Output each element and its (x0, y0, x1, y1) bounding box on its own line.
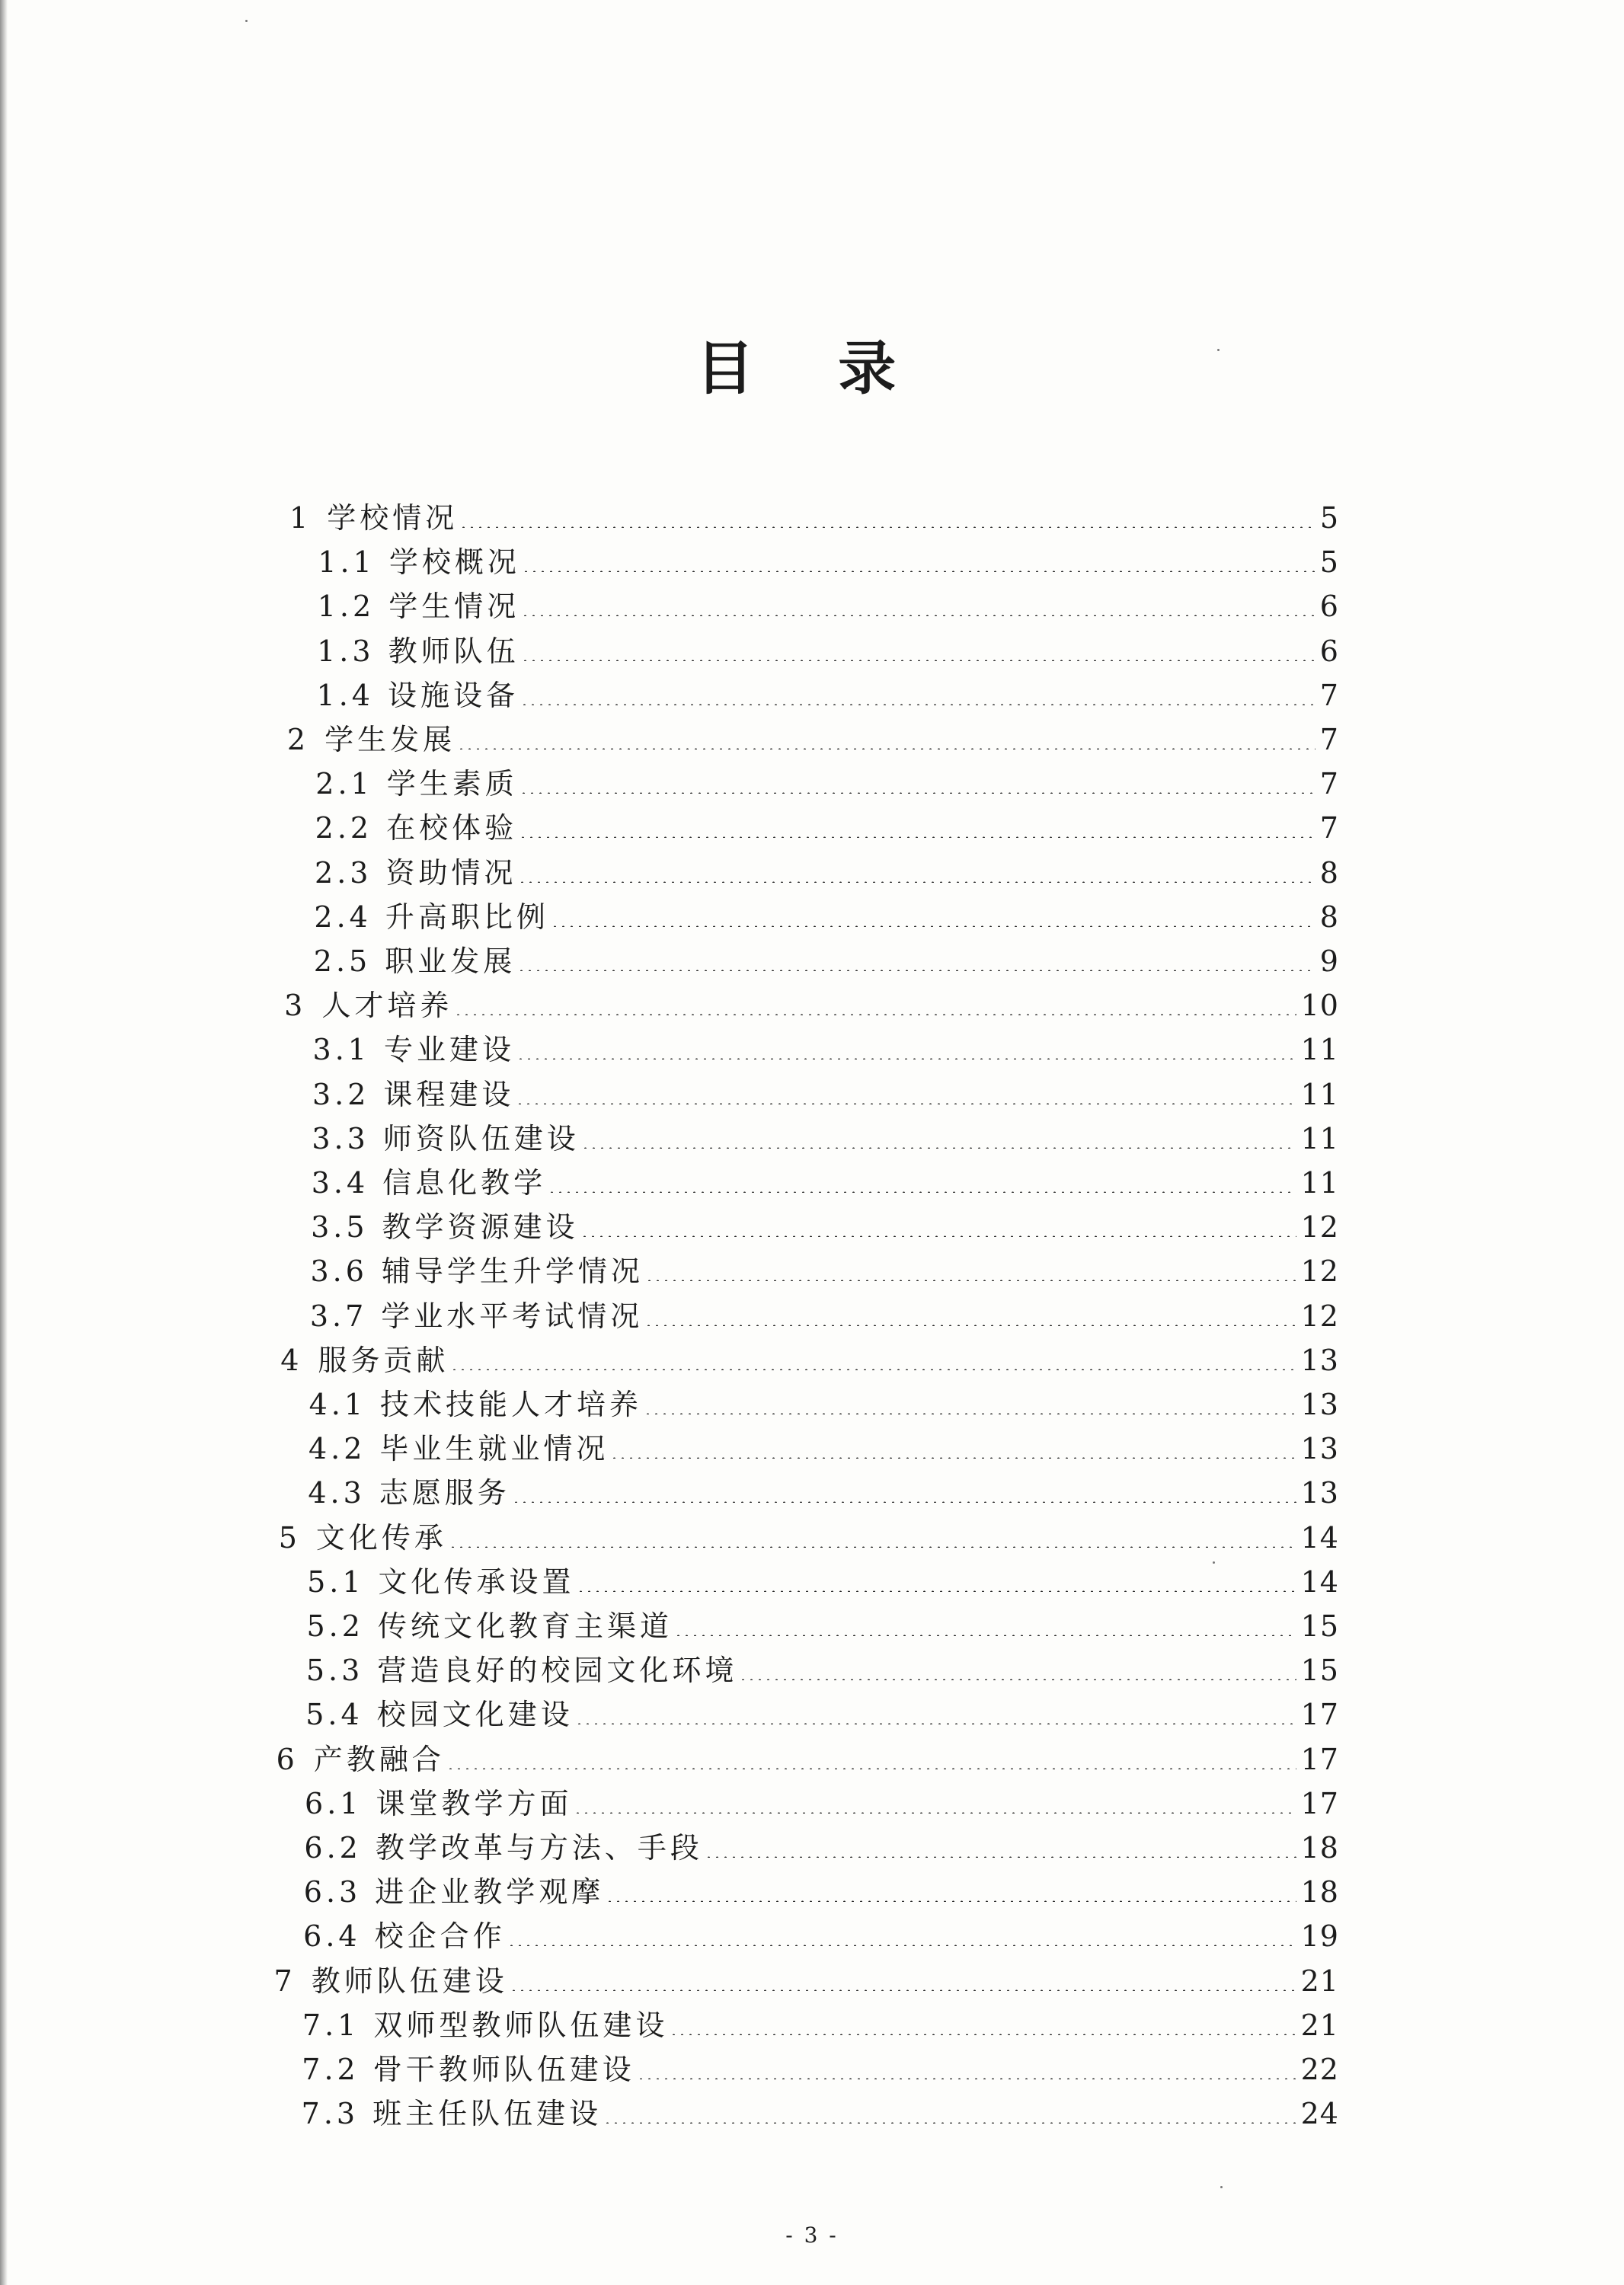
dot-leader (670, 2034, 1296, 2035)
toc-entry-label: 毕业生就业情况 (379, 1432, 609, 1466)
toc-entry (304, 1871, 1339, 1913)
toc-entry (315, 807, 1339, 849)
toc-entry-page: 11 (1300, 1077, 1339, 1111)
toc-entry-page: 14 (1300, 1520, 1339, 1555)
toc-entry-label: 升高职比例 (385, 900, 549, 934)
page-number: - 3 - (785, 2223, 839, 2248)
toc-entry (279, 1516, 1339, 1559)
toc-entry-label: 辅导学生升学情况 (381, 1254, 644, 1289)
toc-entry-number: 4 (280, 1343, 303, 1377)
toc-entry-number: 3.2 (312, 1077, 370, 1111)
toc-entry-page: 10 (1300, 989, 1339, 1023)
dot-leader (606, 1900, 1296, 1902)
toc-entry-number: 2 (286, 723, 310, 756)
toc-entry (312, 1073, 1339, 1116)
toc-entry-number: 2.2 (315, 811, 373, 845)
toc-entry-label: 专业建设 (383, 1033, 515, 1067)
toc-entry-number: 6 (276, 1742, 299, 1776)
toc-entry-label: 校企合作 (374, 1919, 506, 1954)
toc-entry-page: 8 (1319, 855, 1339, 890)
dot-leader (522, 570, 1316, 572)
toc-entry-label: 文化传承设置 (378, 1564, 575, 1599)
toc-entry-page: 17 (1300, 1698, 1339, 1732)
toc-entry-number: 6.4 (303, 1919, 361, 1954)
dot-leader (519, 792, 1316, 794)
toc-entry-label: 进企业教学观摩 (375, 1875, 605, 1909)
toc-entry-page: 13 (1300, 1432, 1339, 1466)
toc-entry-label: 学生情况 (388, 590, 520, 624)
toc-entry-label: 学校概况 (388, 545, 520, 580)
toc-entry (289, 497, 1339, 539)
toc-entry-number: 5 (278, 1520, 301, 1555)
toc-entry-number: 1.1 (318, 545, 376, 580)
toc-entry-label: 职业发展 (385, 944, 516, 978)
toc-entry-number: 1.3 (317, 634, 375, 668)
toc-entry-label: 志愿服务 (379, 1476, 510, 1510)
toc-entry-page: 19 (1300, 1919, 1339, 1954)
dot-leader (645, 1280, 1296, 1281)
toc-entry (306, 1649, 1339, 1692)
dot-leader (519, 836, 1316, 838)
toc-entry-label: 资助情况 (385, 855, 517, 890)
toc-entry (308, 1427, 1339, 1470)
toc-entry (315, 852, 1339, 894)
toc-entry (317, 674, 1339, 717)
toc-entry (307, 1561, 1339, 1603)
toc-entry-page: 8 (1319, 900, 1339, 934)
toc-entry-number: 1 (289, 501, 312, 535)
dot-leader (510, 1989, 1296, 1991)
toc-entry-page: 11 (1300, 1166, 1339, 1200)
toc-entry (280, 1339, 1339, 1382)
toc-entry-number: 6.3 (303, 1875, 362, 1909)
toc-entry (318, 541, 1339, 583)
toc-entry (274, 1960, 1339, 2002)
toc-entry (307, 1605, 1340, 1647)
toc-entry (314, 896, 1339, 938)
toc-entry-page: 7 (1319, 723, 1339, 756)
toc-entry (304, 1826, 1339, 1869)
toc-entry (277, 1738, 1339, 1781)
dot-leader (521, 615, 1316, 616)
dot-leader (517, 970, 1316, 971)
toc-entry-page: 15 (1300, 1654, 1339, 1688)
toc-entry (309, 1383, 1339, 1426)
toc-entry-number: 3.1 (312, 1033, 370, 1067)
toc-entry-label: 双师型教师队伍建设 (373, 2008, 669, 2042)
dot-leader (610, 1457, 1296, 1459)
toc-entry-page: 18 (1300, 1831, 1339, 1865)
toc-entry-page: 9 (1319, 944, 1339, 978)
toc-entry-label: 服务贡献 (318, 1343, 449, 1377)
toc-entry (302, 2004, 1339, 2047)
toc-entry (287, 718, 1339, 761)
toc-entry-page: 14 (1300, 1564, 1339, 1599)
toc-entry-page: 12 (1300, 1210, 1339, 1245)
dot-leader (548, 1191, 1296, 1193)
toc-entry-number: 7.3 (301, 2097, 360, 2131)
toc-entry-page: 6 (1319, 590, 1339, 624)
dot-leader (512, 1501, 1296, 1503)
toc-entry-number: 3 (284, 989, 307, 1023)
toc-entry-number: 5.2 (306, 1609, 364, 1643)
dot-leader (705, 1856, 1296, 1858)
toc-entry-label: 人才培养 (321, 989, 453, 1023)
toc-entry-page: 13 (1300, 1388, 1339, 1421)
toc-entry-page: 5 (1319, 545, 1339, 580)
toc-entry-number: 1.4 (316, 678, 374, 712)
dot-leader (457, 748, 1316, 749)
dot-leader (551, 925, 1316, 927)
dot-leader (644, 1413, 1296, 1414)
dot-leader (449, 1546, 1296, 1548)
toc-entry-number: 2.3 (315, 855, 372, 890)
toc-entry-label: 教学改革与方法、手段 (375, 1831, 703, 1865)
dot-leader (516, 1058, 1296, 1059)
toc-entry (310, 1295, 1339, 1337)
page-title: 目 录 (695, 334, 929, 402)
toc-entry-page: 21 (1300, 1964, 1339, 1998)
toc-entry-label: 技术技能人才培养 (380, 1388, 643, 1421)
toc-entry (308, 1472, 1339, 1514)
toc-entry-page: 13 (1300, 1343, 1339, 1377)
toc-entry-label: 教师队伍建设 (311, 1964, 508, 1998)
dot-leader (739, 1679, 1296, 1680)
toc-entry-label: 教师队伍 (388, 634, 519, 668)
toc-entry-page: 21 (1300, 2008, 1339, 2042)
toc-entry-label: 信息化教学 (382, 1166, 547, 1200)
toc-entry (313, 1028, 1339, 1071)
toc-entry-number: 2.5 (313, 944, 372, 978)
toc-entry-label: 文化传承 (315, 1520, 447, 1555)
dot-leader (454, 1014, 1296, 1015)
dot-leader (459, 526, 1316, 528)
toc-entry-page: 7 (1319, 678, 1339, 712)
toc-entry-page: 17 (1300, 1742, 1339, 1776)
toc-entry (314, 940, 1339, 983)
toc-entry-number: 4.3 (308, 1476, 366, 1510)
toc-entry-label: 课程建设 (383, 1077, 515, 1111)
toc-entry (315, 762, 1339, 805)
toc-entry-number: 2.4 (314, 900, 372, 934)
toc-entry-number: 5.3 (305, 1654, 364, 1688)
toc-entry-label: 师资队伍建设 (382, 1121, 580, 1155)
dot-leader (520, 704, 1316, 705)
toc-entry (311, 1206, 1339, 1248)
toc-entry (305, 1693, 1339, 1736)
toc-entry-label: 班主任队伍建设 (372, 2097, 603, 2131)
toc-entry-label: 产教融合 (313, 1742, 445, 1776)
toc-entry-number: 3.6 (310, 1254, 368, 1289)
toc-entry-page: 11 (1300, 1121, 1339, 1155)
toc-entry-page: 7 (1319, 811, 1339, 845)
dot-leader (581, 1147, 1296, 1149)
toc-entry-label: 学校情况 (327, 501, 459, 535)
toc-entry-label: 校园文化建设 (376, 1698, 574, 1732)
toc-entry-number: 4.1 (308, 1388, 367, 1421)
dot-leader (637, 2078, 1296, 2079)
toc-entry-label: 传统文化教育主渠道 (377, 1609, 673, 1643)
toc-entry-number: 7 (273, 1964, 296, 1998)
toc-entry-number: 2.1 (315, 767, 373, 801)
dot-leader (446, 1768, 1296, 1769)
toc-entry-label: 骨干教师队伍建设 (372, 2053, 635, 2086)
toc-entry-label: 设施设备 (387, 678, 519, 712)
toc-entry-label: 教学资源建设 (382, 1210, 579, 1245)
toc-entry-number: 6.2 (304, 1831, 362, 1865)
toc-entry-page: 22 (1300, 2053, 1339, 2086)
toc-entry (312, 1162, 1339, 1204)
toc-entry-page: 17 (1300, 1786, 1339, 1820)
dot-leader (603, 2122, 1296, 2124)
toc-entry-page: 7 (1319, 767, 1339, 801)
toc-entry-number: 3.7 (309, 1299, 368, 1333)
toc-entry-page: 6 (1319, 634, 1339, 668)
dot-leader (580, 1235, 1296, 1237)
dot-leader (574, 1812, 1296, 1814)
toc-entry (318, 585, 1339, 628)
toc-entry (302, 2092, 1339, 2135)
toc-entry-label: 营造良好的校园文化环境 (377, 1654, 738, 1688)
toc-entry (312, 1117, 1339, 1160)
toc-entry-label: 学业水平考试情况 (381, 1299, 644, 1333)
toc-entry-page: 12 (1300, 1299, 1339, 1333)
dot-leader (507, 1945, 1296, 1946)
toc-entry-number: 7.2 (302, 2053, 360, 2086)
toc-entry (303, 1915, 1339, 1957)
toc-entry-number: 1.2 (317, 590, 376, 624)
toc-entry-number: 3.4 (311, 1166, 369, 1200)
toc-entry-page: 24 (1300, 2097, 1339, 2131)
toc-entry-label: 学生素质 (386, 767, 518, 801)
dot-leader (577, 1590, 1296, 1592)
toc-entry (284, 984, 1339, 1027)
toc-entry-label: 学生发展 (324, 723, 456, 756)
dot-leader (575, 1723, 1296, 1724)
toc-entry (310, 1250, 1339, 1293)
toc-entry-number: 5.4 (305, 1698, 363, 1732)
toc-entry (317, 630, 1339, 673)
dot-leader (644, 1325, 1296, 1326)
dot-leader (516, 1103, 1296, 1104)
toc-entry-page: 18 (1300, 1875, 1339, 1909)
toc-entry-number: 7.1 (302, 2008, 360, 2042)
toc-entry-page: 5 (1319, 501, 1339, 535)
toc-entry-page: 15 (1300, 1609, 1339, 1643)
dot-leader (450, 1369, 1296, 1370)
toc-entry-page: 11 (1300, 1033, 1339, 1067)
toc-entry-page: 13 (1300, 1476, 1339, 1510)
toc-entry-label: 在校体验 (386, 811, 518, 845)
dot-leader (518, 881, 1315, 883)
toc-entry-label: 课堂教学方面 (376, 1786, 573, 1820)
toc-entry-number: 6.1 (305, 1786, 363, 1820)
toc-entry-page: 12 (1300, 1254, 1339, 1289)
toc-entry-number: 3.3 (312, 1121, 369, 1155)
toc-entry-number: 4.2 (308, 1432, 366, 1466)
toc-entry-number: 5.1 (307, 1564, 365, 1599)
dot-leader (674, 1635, 1296, 1636)
dot-leader (521, 660, 1316, 661)
toc-entry (305, 1782, 1339, 1825)
toc-entry (302, 2048, 1339, 2091)
toc-entry-number: 3.5 (311, 1210, 369, 1245)
